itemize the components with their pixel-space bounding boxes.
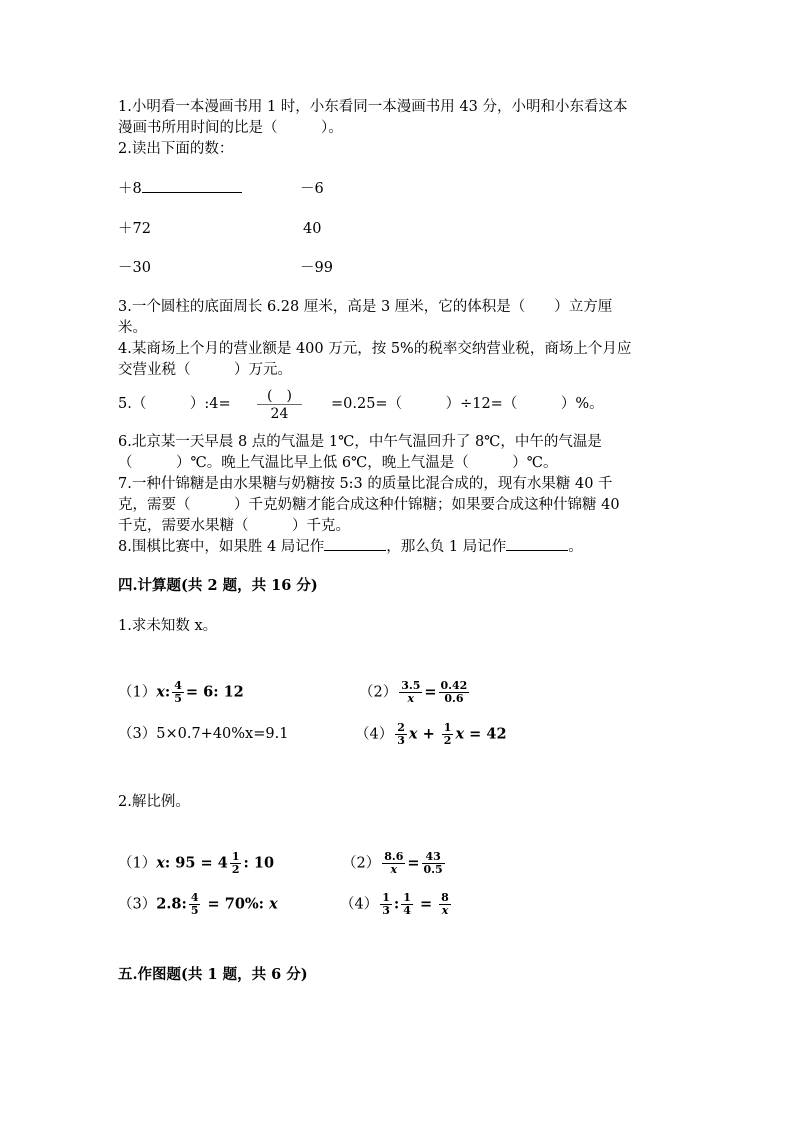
number-row-1-right: －6 [300,181,324,197]
item-label: （2） [359,684,398,701]
fraction-numerator: 4 [174,679,182,692]
fraction [189,892,201,917]
item-label: （3） [118,726,157,742]
colon: : [164,683,171,701]
calc-2-item-4 [340,892,453,917]
calc-2-item-2 [342,851,447,876]
number-row-3-right: －99 [300,260,333,276]
equals-sign: = [424,683,437,701]
question-8-part-1: 8.围棋比赛中，如果胜 4 局记作 [118,539,325,555]
fraction [439,892,451,917]
calc-1-item-3 [118,724,288,744]
fraction-numerator: 0.42 [440,679,468,692]
calc-1-title: 1.求未知数 x。 [118,618,218,634]
fraction-numerator: 2 [397,721,405,734]
variable: x [269,895,278,913]
fraction-denominator: x [390,863,398,876]
question-6-line-1: 6.北京某一天早晨 8 点的气温是 1℃，中午气温回升了 8℃，中午的气温是 [118,434,602,450]
question-5-fraction [257,388,302,422]
fraction-denominator: 3 [397,734,405,747]
answer-blank[interactable] [506,550,568,551]
fraction-numerator: 1 [382,891,390,904]
fraction-denominator: 5 [174,692,182,705]
question-5-prefix: 5.（ ）:4= [118,396,231,412]
section-4-heading: 四.计算题(共 2 题，共 16 分) [118,577,318,594]
question-7-line-1: 7.一种什锦糖是由水果糖与奶糖按 5:3 的质量比混合成的，现有水果糖 40 千 [118,476,613,492]
equals-sign: = [414,895,438,913]
equation-rest: : 10 [243,854,275,872]
fraction-numerator: 3.5 [401,679,421,692]
fraction-numerator: 43 [422,851,445,864]
question-8-part-2: ，那么负 1 局记作 [386,539,507,555]
item-label: （4） [340,896,379,913]
question-1-line-1: 1.小明看一本漫画书用 1 时，小东看同一本漫画书用 43 分，小明和小东看这本 [118,99,628,115]
equals-sign: = [407,854,420,872]
item-label: （4） [355,726,394,743]
question-8 [118,537,583,557]
fraction [422,851,445,876]
section-5-heading: 五.作图题(共 1 题，共 6 分) [118,966,308,983]
fraction [399,680,422,705]
fraction [442,722,454,747]
calc-1-item-1 [118,680,244,705]
question-2-title: 2.读出下面的数： [118,141,234,157]
fraction [395,722,407,747]
fraction-numerator: 1 [443,721,452,734]
equation-middle: = 70%: [202,895,270,913]
fraction [401,892,413,917]
number-row-3-left: －30 [118,260,151,276]
calc-1-item-4 [355,722,507,747]
fraction-denominator: 4 [403,904,411,917]
question-7-line-2: 克，需要（ ）千克奶糖才能合成这种什锦糖；如果要合成这种什锦糖 40 [118,497,620,513]
item-label: （1） [118,684,157,701]
fraction [439,680,470,705]
fraction [382,851,405,876]
number-row-2-left: ＋72 [118,221,151,237]
question-8-part-3: 。 [568,539,583,555]
fraction-denominator: 24 [270,406,289,422]
equation: 5×0.7+40%x=9.1 [156,726,289,742]
fraction-numerator: 4 [190,891,199,904]
fraction-denominator: 2 [231,863,240,876]
fraction [230,851,242,876]
variable: x [408,725,418,743]
question-4-line-1: 4.某商场上个月的营业额是 400 万元，按 5%的税率交纳营业税，商场上个月应 [118,341,632,357]
question-3-line-2: 米。 [118,320,147,336]
fraction [380,892,392,917]
item-label: （3） [118,896,157,913]
question-5-suffix: =0.25=（ ）÷12=（ ）%。 [331,396,604,412]
fraction-numerator: 1 [231,850,240,863]
calc-1-item-2 [359,680,471,705]
fraction-numerator: 1 [403,891,411,904]
fraction-denominator: 0.5 [423,863,443,876]
calc-2-item-3 [118,892,278,917]
item-label: （2） [342,855,381,872]
fraction-numerator: 8.6 [384,850,404,863]
colon: : [393,895,400,913]
variable: x [156,683,165,701]
answer-blank[interactable] [142,192,242,193]
plus-sign: + [417,725,440,743]
question-1-line-2: 漫画书所用时间的比是（ ）。 [118,120,343,136]
variable: x [455,725,465,743]
fraction-denominator: x [407,692,415,705]
question-7-line-3: 千克，需要水果糖（ ）千克。 [118,518,350,534]
number-row-1-left [118,179,242,199]
fraction-numerator: 8 [441,891,449,904]
question-3-line-1: 3.一个圆柱的底面周长 6.28 厘米，高是 3 厘米，它的体积是（ ）立方厘 [118,299,613,315]
number-row-2-right: 40 [303,221,322,237]
item-label: （1） [118,855,157,872]
calc-2-item-1 [118,851,274,876]
variable: x [156,854,165,872]
fraction-denominator: 3 [382,904,390,917]
equation-start: 2.8: [156,895,187,913]
equation-middle: : 95 = 4 [164,854,228,872]
fraction-denominator: 5 [190,904,199,917]
fraction-numerator: ( ) [257,388,302,405]
question-4-line-2: 交营业税（ ）万元。 [118,362,292,378]
answer-blank[interactable] [324,550,386,551]
fraction-denominator: 2 [443,734,452,747]
question-6-line-2: （ ）℃。晚上气温比早上低 6℃，晚上气温是（ ）℃。 [118,455,558,471]
number-value: ＋8 [118,181,142,197]
fraction-denominator: x [441,904,449,917]
equation-rest: = 6: 12 [185,683,244,701]
equation-rest: = 42 [464,725,507,743]
fraction-denominator: 0.6 [444,692,464,705]
fraction [172,680,184,705]
calc-2-title: 2.解比例。 [118,794,190,810]
